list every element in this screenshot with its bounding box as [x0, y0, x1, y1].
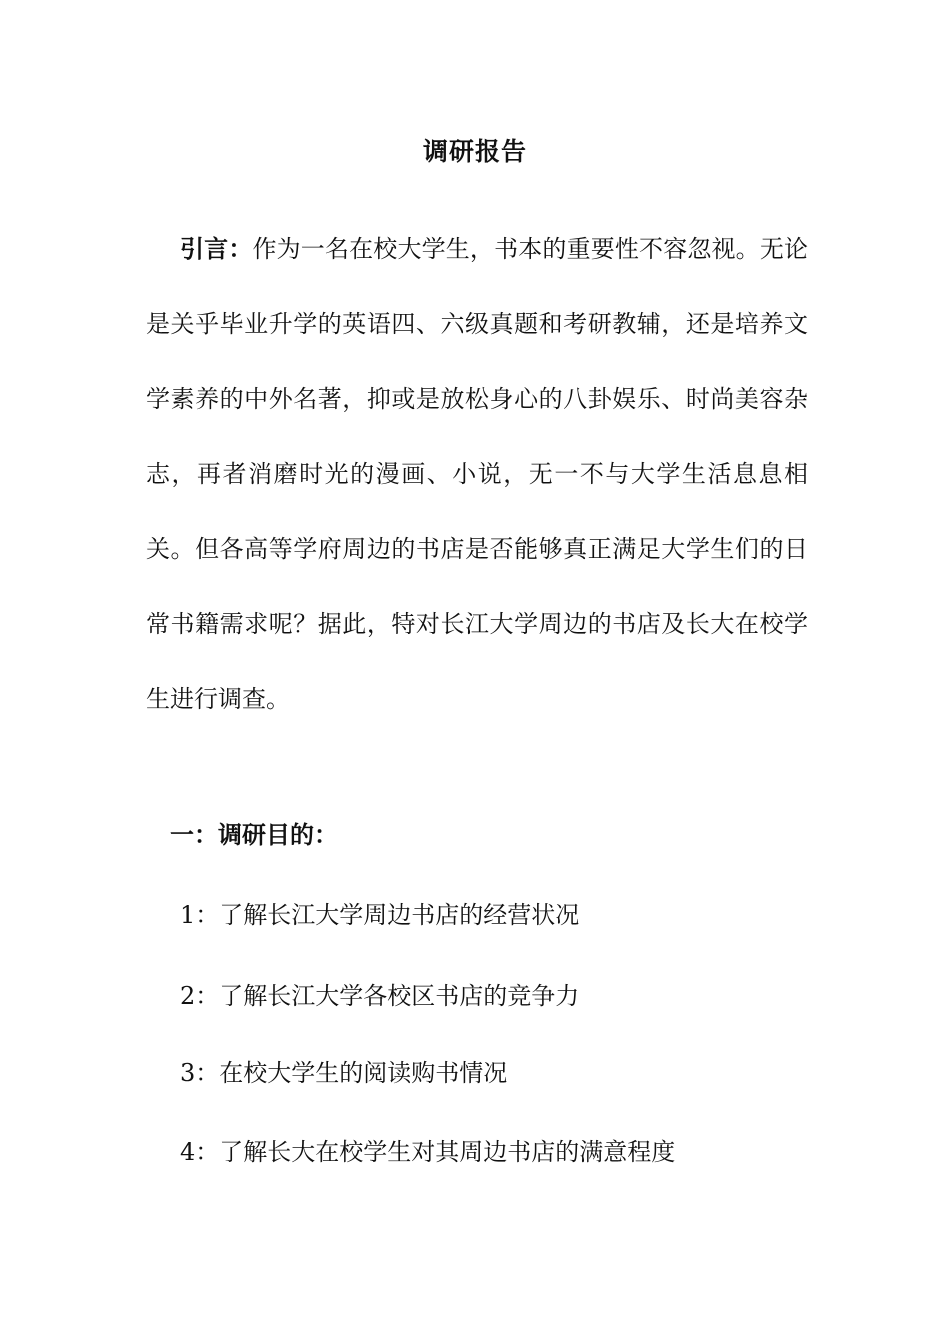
intro-paragraph — [146, 211, 808, 737]
document-title: 调研报告 — [422, 137, 527, 166]
intro-text: 作为一名在校大学生，书本的重要性不容忽视。无论是关乎毕业升学的英语四、六级真题和考研教辅，还是培养文学素养的中外名著，抑或是放松身心的八卦娱乐、时尚美容杂志，再者消磨时光的漫画、小说，无一不与大学生活息息相关。但各高等学府周边的书店是否能够真正满足大学生们的日常书籍需求呢？据此，特对长江大学周边的书店及长大在校学生进行调查。 — [146, 235, 809, 713]
intro-label: 引言： — [180, 234, 253, 263]
purpose-item: 3：在校大学生的阅读购书情况 — [180, 1059, 508, 1087]
purpose-item: 1：了解长江大学周边书店的经营状况 — [180, 901, 580, 929]
section-heading-purpose: 一：调研目的： — [170, 820, 338, 849]
purpose-item: 4：了解长大在校学生对其周边书店的满意程度 — [180, 1138, 676, 1166]
purpose-item: 2：了解长江大学各校区书店的竞争力 — [180, 982, 580, 1010]
